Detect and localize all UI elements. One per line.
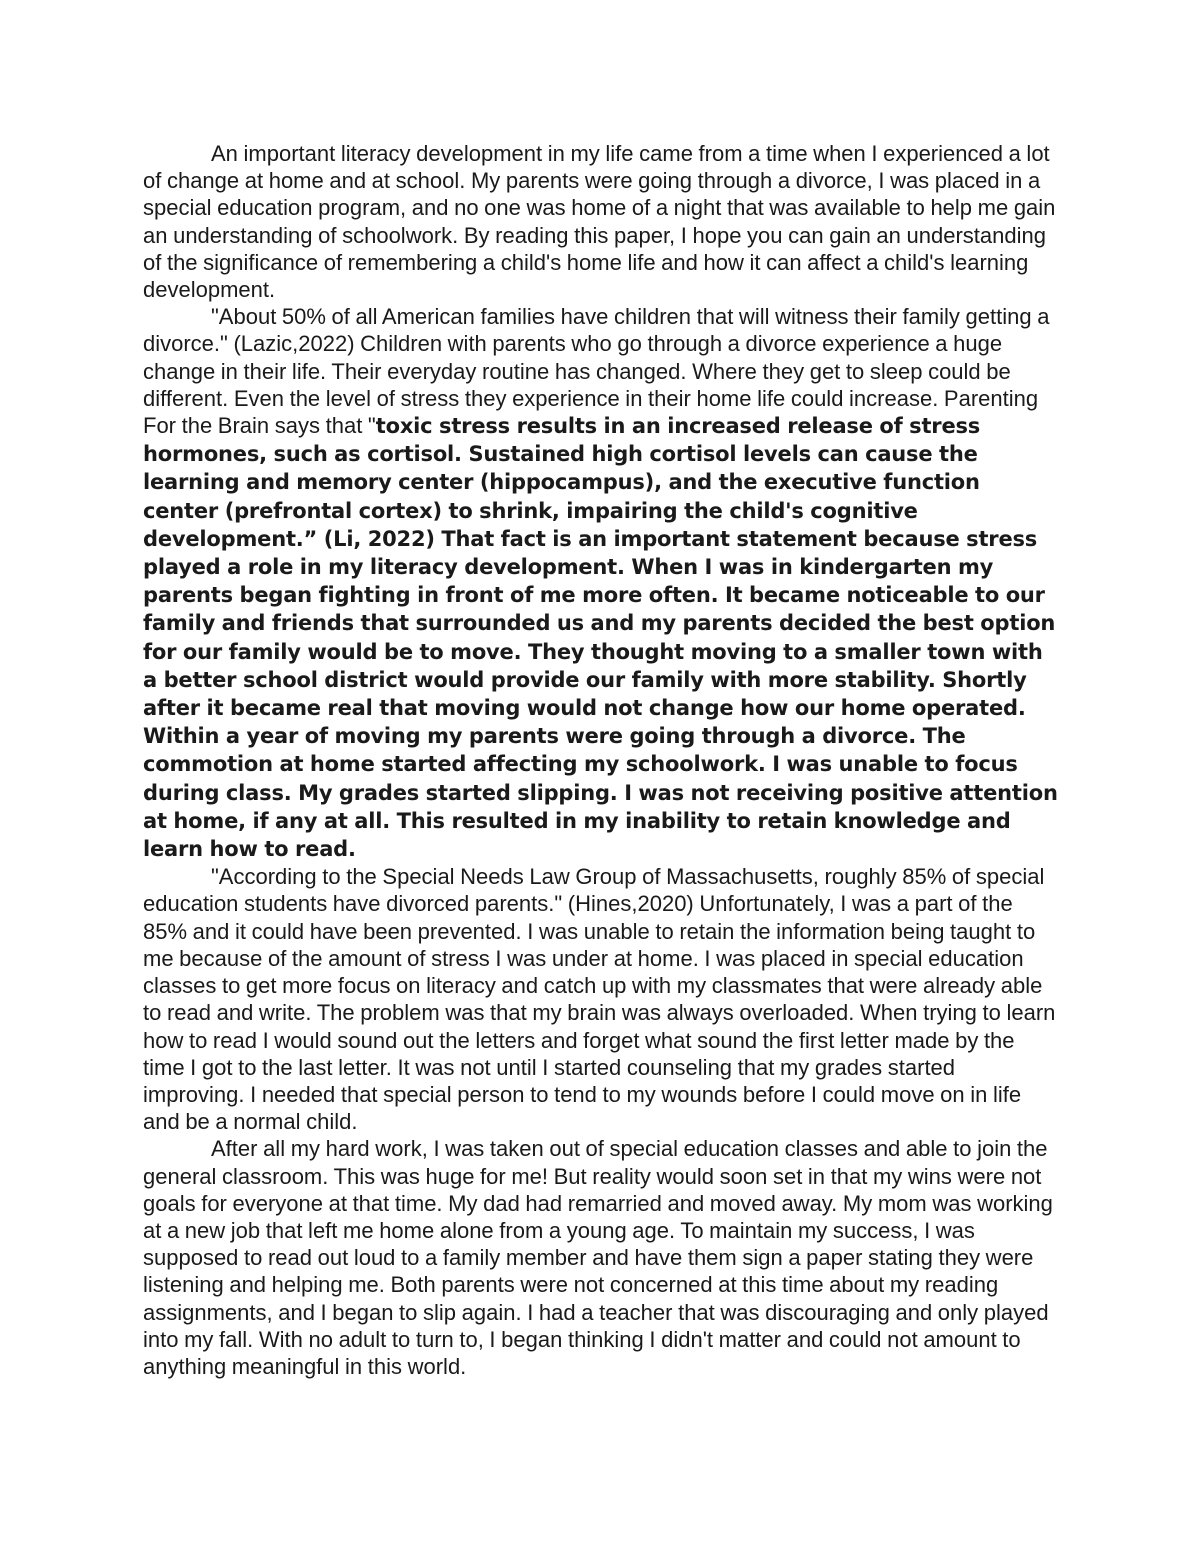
paragraph-special-education: "According to the Special Needs Law Group of Massachusetts, roughly 85% of special education students have divorced parents." (Hines,2020) Unfortunately, I was a part of the 85% and it could have been prevented. I was unable to retain the information being taught to me because of the amount of stress I was under at home. I was placed in special education classes to get more focus on literacy and catch up with my classmates that were already able to read and write. The problem was that my brain was always overloaded. When trying to learn how to read I would sound out the letters and forget what sound the first letter made by the time I got to the last letter. It was not until I started counseling that my grades started improving. I needed that special person to tend to my wounds before I could move on in life and be a normal child. [143,864,1056,1135]
paragraph-intro: An important literacy development in my life came from a time when I experienced a lot of change at home and at school. My parents were going through a divorce, I was placed in a special education program, and no one was home of a night that was available to help me gain an understanding of schoolwork. By reading this paper, I hope you can gain an understanding of the significance of remembering a child's home life and how it can affect a child's learning development. [143,141,1056,303]
paragraph-divorce-statistics [143,303,1061,863]
paragraph-text-bold-quote: toxic stress results in an increased release of stress hormones, such as cortisol. Sustained high cortisol levels can cause the learning and memory center (hippocampus), and the executive function center (prefrontal cortex) to shrink, impairing the child's cognitive development.” (Li, 2022) That fact is an important statement because stress played a role in my literacy development. When I was in kindergarten my parents began fighting in front of me more often. It became noticeable to our family and friends that surrounded us and my parents decided the best option for our family would be to move. They thought moving to a smaller town with a better school district would provide our family with more stability. Shortly after it became real that moving would not change how our home operated. Within a year of moving my parents were going through a divorce. The commotion at home started affecting my schoolwork. I was unable to focus during class. My grades started slipping. I was not receiving positive attention at home, if any at all. This resulted in my inability to retain knowledge and learn how to read. [143,414,1058,862]
paragraph-general-classroom: After all my hard work, I was taken out of special education classes and able to join the general classroom. This was huge for me! But reality would soon set in that my wins were not goals for everyone at that time. My dad had remarried and moved away. My mom was working at a new job that left me home alone from a young age. To maintain my success, I was supposed to read out loud to a family member and have them sign a paper stating they were listening and helping me. Both parents were not concerned at this time about my reading assignments, and I began to slip again. I had a teacher that was discouraging and only played into my fall. With no adult to turn to, I began thinking I didn't matter and could not amount to anything meaningful in this world. [143,1136,1053,1379]
document-page [143,140,1061,1380]
paragraph-text-regular: "About 50% of all American families have children that will witness their family getting a divorce." (Lazic,2022) Children with parents who go through a divorce experience a huge change in their life. Their everyday routine has changed. Where they get to sleep could be different. Even the level of stress they experience in their home life could increase. Parenting For the Brain says that " [143,304,1050,439]
